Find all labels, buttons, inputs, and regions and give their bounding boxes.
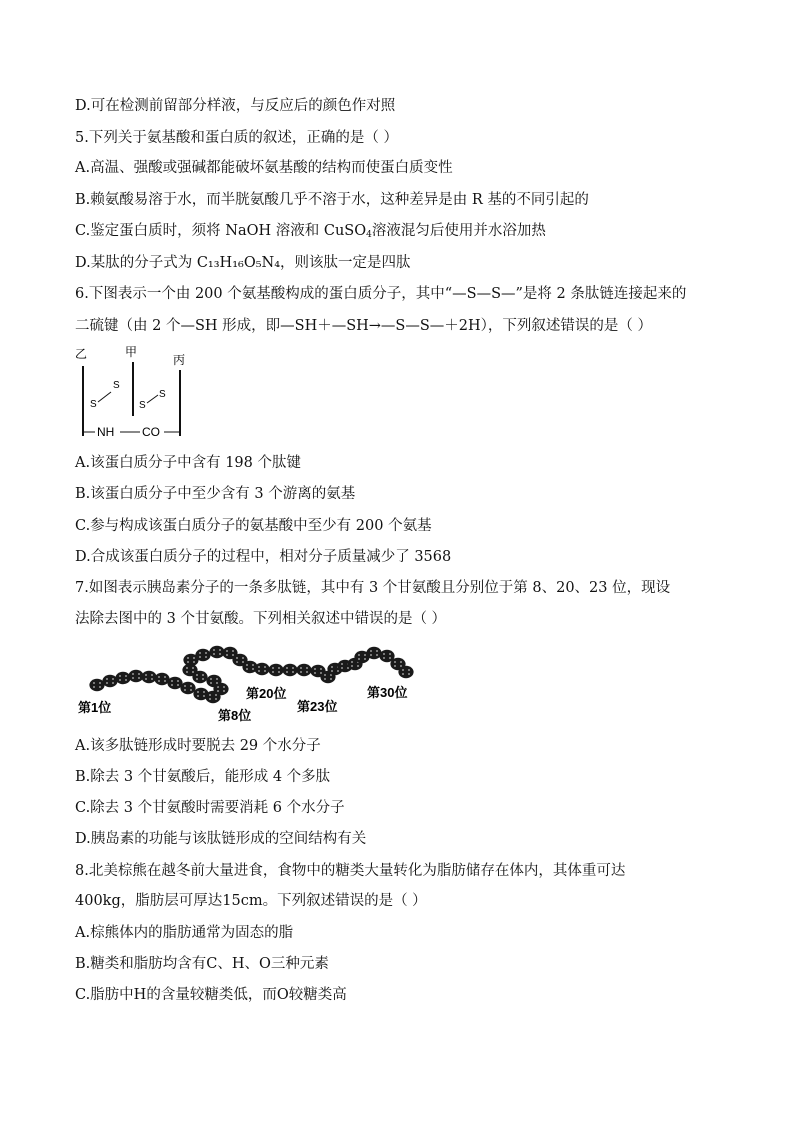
- chain-label-yi: 乙: [75, 347, 88, 361]
- bead-texture-dot: [215, 698, 217, 700]
- q5-option-b: B.赖氨酸易溶于水，而半胱氨酸几乎不溶于水，这种差异是由 R 基的不同引起的: [75, 192, 589, 208]
- bead-texture-dot: [132, 673, 134, 675]
- bead-texture-dot: [186, 671, 188, 673]
- amino-acid-bead: [268, 664, 283, 676]
- amino-acid-bead: [154, 673, 169, 685]
- bead-texture-dot: [213, 649, 215, 651]
- bead-texture-dot: [370, 654, 372, 656]
- bead-texture-dot: [106, 678, 108, 680]
- bead-texture-dot: [408, 669, 410, 671]
- position-23-label: 第23位: [297, 699, 338, 714]
- q5c-subscript: 4: [366, 230, 372, 240]
- q5-option-d: D.某肽的分子式为 C₁₃H₁₆O₅N₄，则该肽一定是四肽: [75, 255, 411, 271]
- bead-texture-dot: [324, 678, 326, 680]
- bead-texture-dot: [219, 653, 221, 655]
- bead-texture-dot: [203, 691, 205, 693]
- bead-texture-dot: [192, 667, 194, 669]
- bead-texture-dot: [151, 674, 153, 676]
- bead-texture-dot: [236, 661, 238, 663]
- bead-texture-dot: [138, 677, 140, 679]
- bead-texture-dot: [341, 663, 343, 665]
- bead-texture-dot: [320, 668, 322, 670]
- bead-texture-dot: [151, 678, 153, 680]
- bead-texture-dot: [158, 676, 160, 678]
- q6-option-c: C.参与构成该蛋白质分子的氨基酸中至少有 200 个氨基: [75, 518, 432, 534]
- q7-option-d: D.胰岛素的功能与该肽链形成的空间结构有关: [75, 831, 367, 847]
- bead-texture-dot: [394, 661, 396, 663]
- bead-texture-dot: [99, 686, 101, 688]
- bead-texture-dot: [209, 698, 211, 700]
- bead-texture-dot: [330, 678, 332, 680]
- bead-texture-dot: [246, 664, 248, 666]
- amino-acid-bead: [296, 664, 311, 676]
- bead-texture-dot: [300, 671, 302, 673]
- bead-texture-dot: [236, 657, 238, 659]
- amino-acid-bead: [206, 675, 221, 687]
- bead-texture-dot: [242, 661, 244, 663]
- bead-texture-dot: [215, 694, 217, 696]
- sulfur-2: S: [113, 380, 120, 391]
- bead-texture-dot: [278, 671, 280, 673]
- q5-stem: 5.下列关于氨基酸和蛋白质的叙述，正确的是（ ）: [75, 130, 398, 146]
- bead-texture-dot: [400, 661, 402, 663]
- bead-texture-dot: [93, 682, 95, 684]
- chain-label-bing: 丙: [173, 353, 186, 367]
- q7-option-b: B.除去 3 个甘氨酸后，能形成 4 个多肽: [75, 769, 331, 785]
- bead-texture-dot: [408, 673, 410, 675]
- bead-texture-dot: [246, 668, 248, 670]
- bead-texture-dot: [226, 650, 228, 652]
- bead-texture-dot: [171, 684, 173, 686]
- q4-option-d: D.可在检测前留部分样液，与反应后的颜色作对照: [75, 98, 396, 114]
- amino-acid-bead: [195, 649, 210, 661]
- bead-texture-dot: [370, 650, 372, 652]
- bead-texture-dot: [210, 678, 212, 680]
- bead-texture-dot: [177, 684, 179, 686]
- bead-texture-dot: [351, 661, 353, 663]
- bead-texture-dot: [199, 656, 201, 658]
- sulfur-4: S: [159, 389, 166, 400]
- amino-acid-bead: [366, 647, 381, 659]
- sulfur-3: S: [139, 400, 146, 411]
- nh-label: NH: [97, 425, 115, 439]
- bead-texture-dot: [341, 667, 343, 669]
- amino-acid-bead: [398, 666, 413, 678]
- bead-texture-dot: [186, 667, 188, 669]
- bead-texture-dot: [199, 652, 201, 654]
- co-label: CO: [142, 425, 160, 439]
- q8-option-b: B.糖类和脂肪均含有C、H、O三种元素: [75, 956, 329, 972]
- q8-option-a: A.棕熊体内的脂肪通常为固态的脂: [75, 925, 294, 941]
- bead-texture-dot: [264, 670, 266, 672]
- amino-acid-bead: [209, 646, 224, 658]
- bead-texture-dot: [171, 680, 173, 682]
- bead-texture-dot: [232, 654, 234, 656]
- bead-texture-dot: [402, 669, 404, 671]
- q6-option-a: A.该蛋白质分子中含有 198 个肽键: [75, 455, 301, 471]
- q5-option-a: A.高温、强酸或强碱都能破坏氨基酸的结构而使蛋白质变性: [75, 160, 453, 176]
- bead-texture-dot: [383, 657, 385, 659]
- bead-texture-dot: [106, 682, 108, 684]
- bead-texture-dot: [232, 650, 234, 652]
- amino-acid-bead: [167, 677, 182, 689]
- bead-texture-dot: [223, 686, 225, 688]
- q6-stem-line2: 二硫键（由 2 个—SH 形成，即—SH＋—SH→—S—S—＋2H），下列叙述错误的是（ ）: [75, 318, 653, 334]
- disulfide-bond-1: [98, 392, 111, 402]
- chain-label-jia: 甲: [125, 345, 138, 359]
- disulfide-protein-figure: [70, 344, 200, 440]
- position-30-label: 第30位: [367, 685, 408, 700]
- bead-texture-dot: [357, 665, 359, 667]
- bead-texture-dot: [187, 661, 189, 663]
- q6-option-d: D.合成该蛋白质分子的过程中，相对分子质量减少了 3568: [75, 549, 452, 565]
- bead-texture-dot: [210, 682, 212, 684]
- q8-option-c: C.脂肪中H的含量较糖类低，而O较糖类高: [75, 987, 347, 1003]
- bead-texture-dot: [226, 654, 228, 656]
- bead-texture-dot: [119, 679, 121, 681]
- bead-texture-dot: [112, 678, 114, 680]
- bead-texture-dot: [300, 667, 302, 669]
- bead-texture-dot: [219, 649, 221, 651]
- bead-texture-dot: [190, 685, 192, 687]
- bead-texture-dot: [205, 656, 207, 658]
- bead-texture-dot: [258, 666, 260, 668]
- bead-texture-dot: [252, 668, 254, 670]
- bead-texture-dot: [358, 658, 360, 660]
- bead-texture-dot: [202, 678, 204, 680]
- polypeptide-chain-figure: [70, 640, 420, 728]
- q5-option-c: [75, 221, 546, 245]
- bead-texture-dot: [119, 675, 121, 677]
- bead-texture-dot: [400, 665, 402, 667]
- bead-texture-dot: [132, 677, 134, 679]
- bead-texture-dot: [314, 672, 316, 674]
- bead-texture-dot: [272, 667, 274, 669]
- amino-acid-bead: [180, 682, 195, 694]
- bead-texture-dot: [389, 657, 391, 659]
- bead-texture-dot: [202, 674, 204, 676]
- bead-texture-dot: [197, 695, 199, 697]
- bead-texture-dot: [364, 654, 366, 656]
- position-20-label: 第20位: [246, 686, 287, 701]
- bead-texture-dot: [337, 670, 339, 672]
- sulfur-1: S: [90, 399, 97, 410]
- bead-texture-dot: [331, 670, 333, 672]
- bead-texture-dot: [306, 667, 308, 669]
- bead-texture-dot: [217, 690, 219, 692]
- bead-texture-dot: [93, 686, 95, 688]
- bead-texture-dot: [331, 666, 333, 668]
- bead-texture-dot: [383, 653, 385, 655]
- q7-stem-line1: 7.如图表示胰岛素分子的一条多肽链，其中有 3 个甘氨酸且分别位于第 8、20、23 位，现设: [75, 580, 671, 596]
- q5c-text: C.鉴定蛋白质时，须将 NaOH 溶液和 CuSO: [75, 223, 367, 239]
- bead-texture-dot: [286, 667, 288, 669]
- bead-texture-dot: [216, 682, 218, 684]
- bead-texture-dot: [213, 653, 215, 655]
- bead-texture-dot: [272, 671, 274, 673]
- bead-texture-dot: [196, 678, 198, 680]
- bead-texture-dot: [184, 689, 186, 691]
- bead-texture-dot: [145, 674, 147, 676]
- bead-texture-dot: [99, 682, 101, 684]
- q7-option-a: A.该多肽链形成时要脱去 29 个水分子: [75, 738, 321, 754]
- bead-texture-dot: [145, 678, 147, 680]
- bead-texture-dot: [364, 658, 366, 660]
- bead-texture-dot: [306, 671, 308, 673]
- q7-option-c: C.除去 3 个甘氨酸时需要消耗 6 个水分子: [75, 800, 345, 816]
- bead-texture-dot: [164, 676, 166, 678]
- amino-acid-bead: [282, 664, 297, 676]
- bead-texture-dot: [196, 674, 198, 676]
- bead-texture-dot: [205, 652, 207, 654]
- q5c-text-2: 溶液混匀后使用并水浴加热: [371, 223, 546, 239]
- bead-texture-dot: [187, 657, 189, 659]
- bead-texture-dot: [125, 679, 127, 681]
- bead-texture-dot: [209, 694, 211, 696]
- bead-texture-dot: [264, 666, 266, 668]
- bead-texture-dot: [286, 671, 288, 673]
- amino-acid-bead: [102, 675, 117, 687]
- bead-texture-dot: [164, 680, 166, 682]
- bead-texture-dot: [203, 695, 205, 697]
- bead-texture-dot: [394, 665, 396, 667]
- bead-texture-dot: [184, 685, 186, 687]
- bead-texture-dot: [216, 678, 218, 680]
- bead-texture-dot: [402, 673, 404, 675]
- bead-texture-dot: [324, 674, 326, 676]
- disulfide-bond-2: [147, 395, 158, 403]
- amino-acid-bead: [115, 672, 130, 684]
- bead-texture-dot: [112, 682, 114, 684]
- amino-acid-bead: [254, 663, 269, 675]
- bead-texture-dot: [376, 654, 378, 656]
- q8-stem-line1: 8.北美棕熊在越冬前大量进食，食物中的糖类大量转化为脂肪储存在体内，其体重可达: [75, 863, 626, 879]
- amino-acid-bead: [141, 671, 156, 683]
- bead-texture-dot: [190, 689, 192, 691]
- bead-texture-dot: [192, 671, 194, 673]
- bead-texture-dot: [138, 673, 140, 675]
- bead-texture-dot: [292, 667, 294, 669]
- q7-stem-line2: 法除去图中的 3 个甘氨酸。下列相关叙述中错误的是（ ）: [75, 611, 447, 627]
- bead-texture-dot: [252, 664, 254, 666]
- bead-texture-dot: [158, 680, 160, 682]
- bead-texture-dot: [278, 667, 280, 669]
- q8-stem-line2: 400kg，脂肪层可厚达15cm。下列叙述错误的是（ ）: [75, 893, 427, 909]
- bead-texture-dot: [389, 653, 391, 655]
- q6-option-b: B.该蛋白质分子中至少含有 3 个游离的氨基: [75, 486, 356, 502]
- amino-acid-bead: [89, 679, 104, 691]
- bead-texture-dot: [258, 670, 260, 672]
- bead-texture-dot: [125, 675, 127, 677]
- position-1-label: 第1位: [78, 700, 112, 715]
- bead-texture-dot: [242, 657, 244, 659]
- bead-texture-dot: [197, 691, 199, 693]
- bead-texture-dot: [177, 680, 179, 682]
- q6-stem-line1: 6.下图表示一个由 200 个氨基酸构成的蛋白质分子，其中“—S—S—”是将 2 条肽链连接起来的: [75, 286, 687, 302]
- bead-texture-dot: [223, 690, 225, 692]
- bead-texture-dot: [292, 671, 294, 673]
- bead-texture-dot: [193, 657, 195, 659]
- bead-texture-dot: [351, 665, 353, 667]
- bead-texture-dot: [314, 668, 316, 670]
- bead-texture-dot: [376, 650, 378, 652]
- bead-texture-dot: [358, 654, 360, 656]
- position-8-label: 第8位: [218, 708, 252, 723]
- amino-acid-bead: [128, 670, 143, 682]
- bead-texture-dot: [193, 661, 195, 663]
